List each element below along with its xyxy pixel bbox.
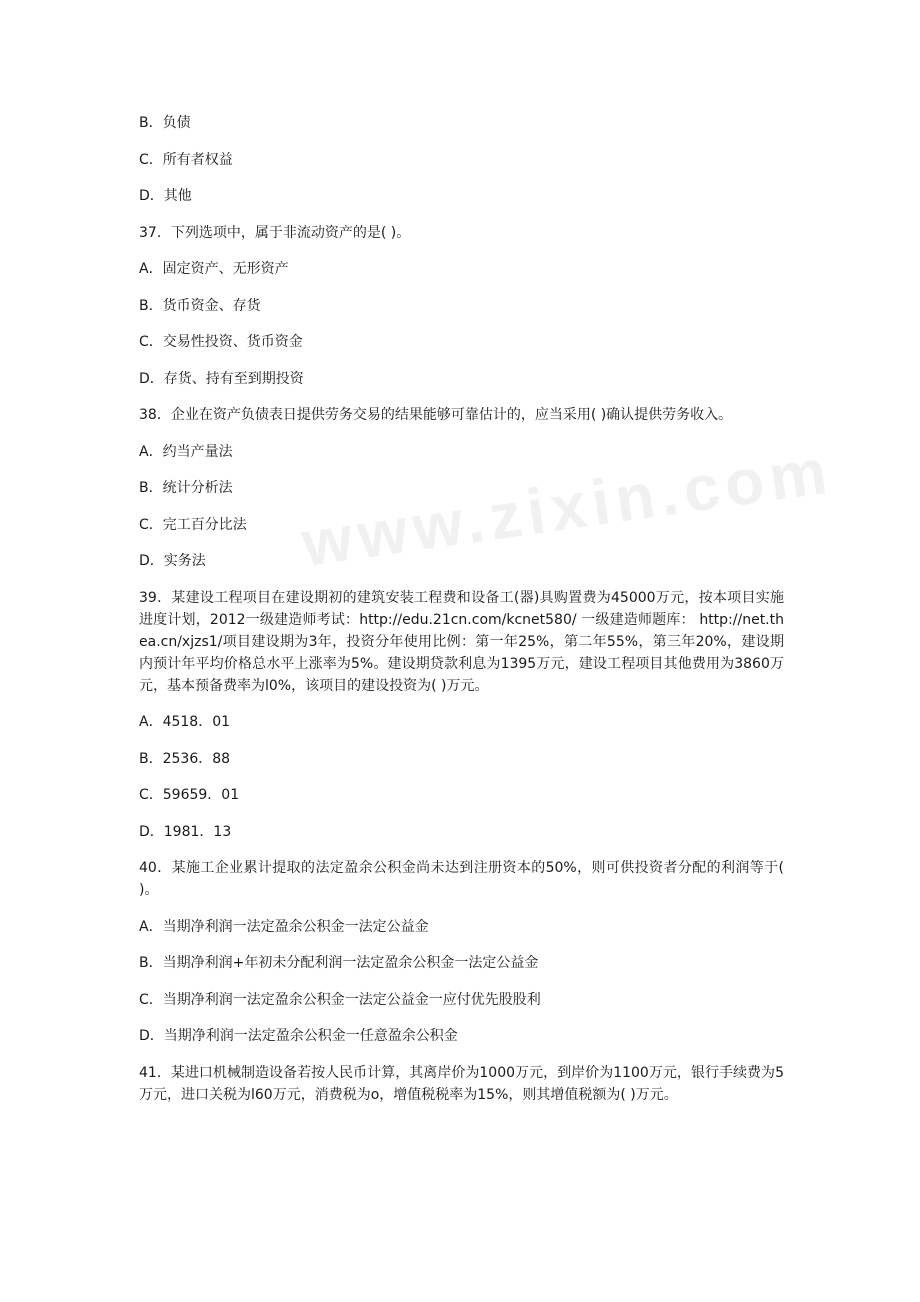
- q39-option-b: B．2536．88: [139, 750, 231, 767]
- q40-option-c: C．当期净利润一法定盈余公积金一法定公益金一应付优先股股利: [139, 991, 541, 1008]
- q38-option-c: C．完工百分比法: [139, 516, 247, 533]
- q38-stem: 38．企业在资产负债表日提供劳务交易的结果能够可靠估计的，应当采用( )确认提供劳务收入。: [139, 407, 733, 423]
- q36-option-b: B．负债: [139, 115, 191, 131]
- q38-option-b: B．统计分析法: [139, 480, 233, 496]
- q36-option-c: C．所有者权益: [139, 151, 233, 168]
- question-content: [139, 112, 784, 1106]
- q38-option-a: A．约当产量法: [139, 443, 233, 460]
- q39-option-c: C．59659．01: [139, 787, 240, 803]
- q37-option-c: C．交易性投资、货币资金: [139, 334, 303, 350]
- watermark: www.zixin.com: [297, 434, 837, 580]
- q41-stem: 41．某进口机械制造设备若按人民币计算，其离岸价为1000万元，到岸价为1100万元，银行手续费为5万元，进口关税为l60万元，消费税为o，增值税税率为15%，则其增值税额为( )万元。: [139, 1064, 784, 1103]
- q36-option-d: D．其他: [139, 188, 192, 204]
- q40-stem: 40．某施工企业累计提取的法定盈余公积金尚未达到注册资本的50%，则可供投资者分配的利润等于( )。: [139, 860, 784, 898]
- q39-option-d: D．1981．13: [139, 823, 232, 840]
- q37-option-d: D．存货、持有至到期投资: [139, 370, 304, 387]
- q39-option-a: A．4518．01: [139, 714, 231, 730]
- q37-option-a: A．固定资产、无形资产: [139, 261, 289, 277]
- q39-stem: 39．某建设工程项目在建设期初的建筑安装工程费和设备工(器)具购置费为45000万元，按本项目实施进度计划，2012一级建造师考试：http://edu.21cn.com/kcnet580/ 一级建造师题库： http://net.thea.cn/xjzs1/项目建设期为3年，投资分年使用比例：第一年25%，第二年55%，第三年20%，建设期内预计年平均价格总水平上涨率为5%。建设期贷款利息为1395万元，建设工程项目其他费用为3860万元，基本预备费率为l0%，该项目的建设投资为( )万元。: [139, 589, 784, 694]
- q40-option-a: A．当期净利润一法定盈余公积金一法定公益金: [139, 918, 429, 935]
- q38-option-d: D．实务法: [139, 553, 206, 569]
- q37-option-b: B．货币资金、存货: [139, 297, 261, 314]
- q40-option-b: B．当期净利润+年初未分配利润一法定盈余公积金一法定公益金: [139, 955, 539, 971]
- q37-stem: 37．下列选项中，属于非流动资产的是( )。: [139, 224, 411, 241]
- q40-option-d: D．当期净利润一法定盈余公积金一任意盈余公积金: [139, 1028, 458, 1044]
